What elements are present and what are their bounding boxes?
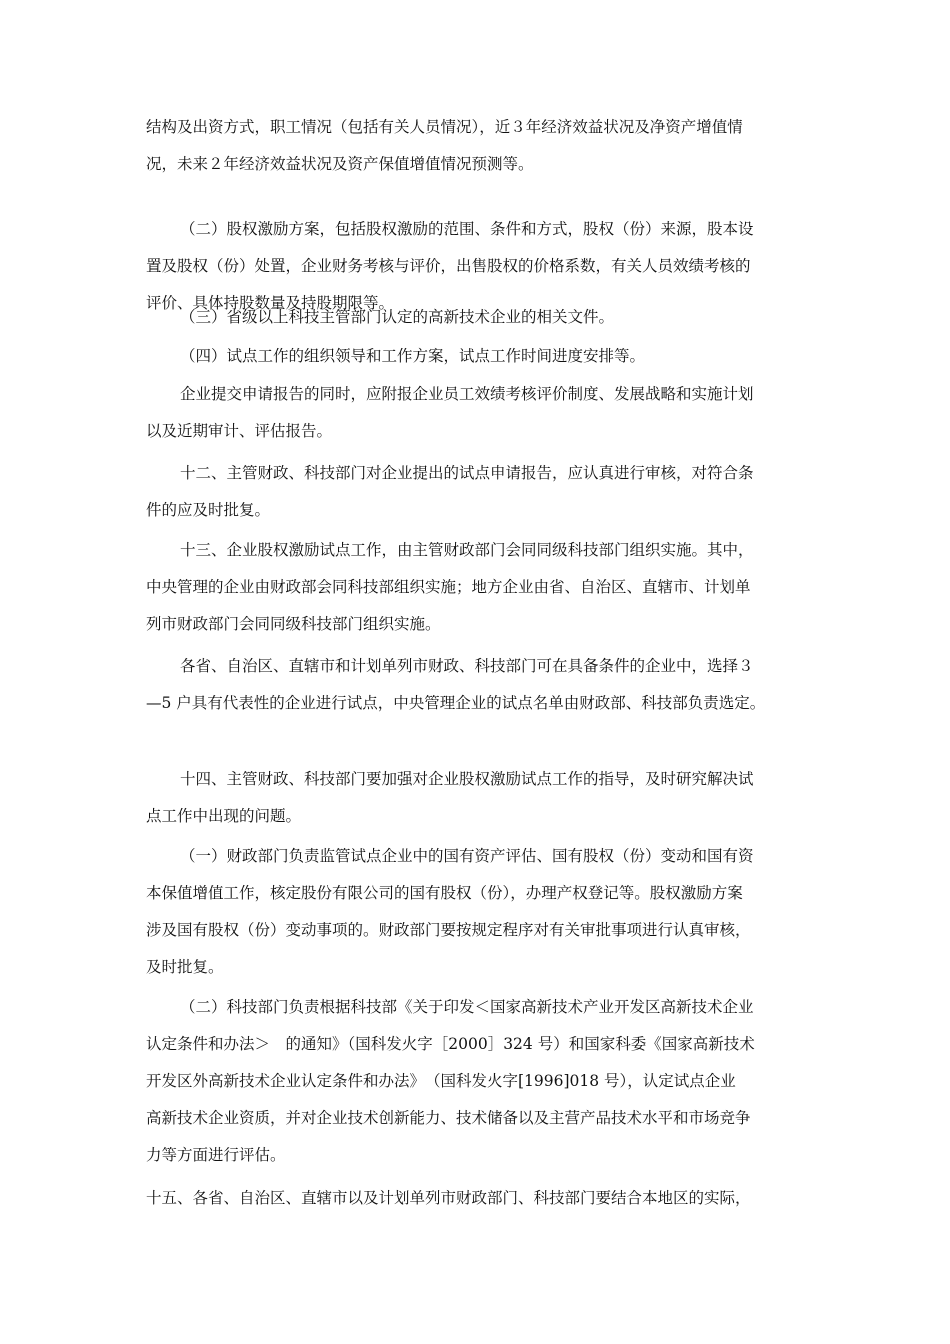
text-line: 本保值增值工作，核定股份有限公司的国有股权（份），办理产权登记等。股权激励方案 <box>146 884 743 902</box>
text-line: 以及近期审计、评估报告。 <box>146 422 333 440</box>
text-line: 力等方面进行评估。 <box>146 1146 286 1164</box>
text-line: （二）科技部门负责根据科技部《关于印发＜国家高新技术产业开发区高新技术企业 <box>180 998 754 1016</box>
text-line: 结构及出资方式，职工情况（包括有关人员情况），近３年经济效益状况及净资产增值情 <box>146 118 743 136</box>
text-line: 及时批复。 <box>146 958 224 976</box>
text-line: 开发区外高新技术企业认定条件和办法》 （国科发火字[1996]018 号），认定试点企业 <box>146 1072 736 1090</box>
text-line: 评价、具体持股数量及持股期限等。 <box>146 294 395 312</box>
paragraph-7 <box>146 532 806 643</box>
text-line: 况，未来２年经济效益状况及资产保值增值情况预测等。 <box>146 155 534 173</box>
text-line: 十四、主管财政、科技部门要加强对企业股权激励试点工作的指导，及时研究解决试 <box>180 770 754 788</box>
paragraph-10 <box>146 838 806 986</box>
text-line: 十二、主管财政、科技部门对企业提出的试点申请报告，应认真进行审核，对符合条 <box>180 464 754 482</box>
text-line: 置及股权（份）处置，企业财务考核与评价，出售股权的价格系数，有关人员效绩考核的 <box>146 257 751 275</box>
text-line: 件的应及时批复。 <box>146 501 271 519</box>
text-line: 点工作中出现的问题。 <box>146 807 302 825</box>
text-line: 高新技术企业资质，并对企业技术创新能力、技术储备以及主营产品技术水平和市场竞争 <box>146 1109 751 1127</box>
paragraph-9 <box>146 761 806 835</box>
text-line: 十三、企业股权激励试点工作，由主管财政部门会同同级科技部门组织实施。其中， <box>180 541 754 559</box>
paragraph-8 <box>146 648 806 722</box>
text-line: 认定条件和办法＞ 的通知》（国科发火字［2000］324 号）和国家科委《国家高新技术 <box>146 1035 755 1053</box>
text-line: （三）省级以上科技主管部门认定的高新技术企业的相关文件。 <box>180 308 615 326</box>
text-line: 十五、各省、自治区、直辖市以及计划单列市财政部门、科技部门要结合本地区的实际， <box>146 1189 751 1207</box>
paragraph-4 <box>146 338 806 375</box>
text-line: 列市财政部门会同同级科技部门组织实施。 <box>146 615 441 633</box>
text-line: （二）股权激励方案，包括股权激励的范围、条件和方式，股权（份）来源，股本设 <box>180 220 754 238</box>
text-line: —5 户具有代表性的企业进行试点，中央管理企业的试点名单由财政部、科技部负责选定。 <box>146 694 766 712</box>
text-line: （一）财政部门负责监管试点企业中的国有资产评估、国有股权（份）变动和国有资 <box>180 847 754 865</box>
paragraph-6 <box>146 455 806 529</box>
paragraph-11 <box>146 989 806 1174</box>
text-line: 中央管理的企业由财政部会同科技部组织实施；地方企业由省、自治区、直辖市、计划单 <box>146 578 751 596</box>
text-line: 企业提交申请报告的同时，应附报企业员工效绩考核评价制度、发展战略和实施计划 <box>180 385 754 403</box>
text-line: 涉及国有股权（份）变动事项的。财政部门要按规定程序对有关审批事项进行认真审核， <box>146 921 751 939</box>
text-line: （四）试点工作的组织领导和工作方案，试点工作时间进度安排等。 <box>180 347 646 365</box>
paragraph-1 <box>146 109 806 183</box>
text-line: 各省、自治区、直辖市和计划单列市财政、科技部门可在具备条件的企业中，选择３ <box>180 657 754 675</box>
paragraph-12 <box>146 1180 806 1217</box>
paragraph-5 <box>146 376 806 450</box>
paragraph-3 <box>146 299 806 336</box>
